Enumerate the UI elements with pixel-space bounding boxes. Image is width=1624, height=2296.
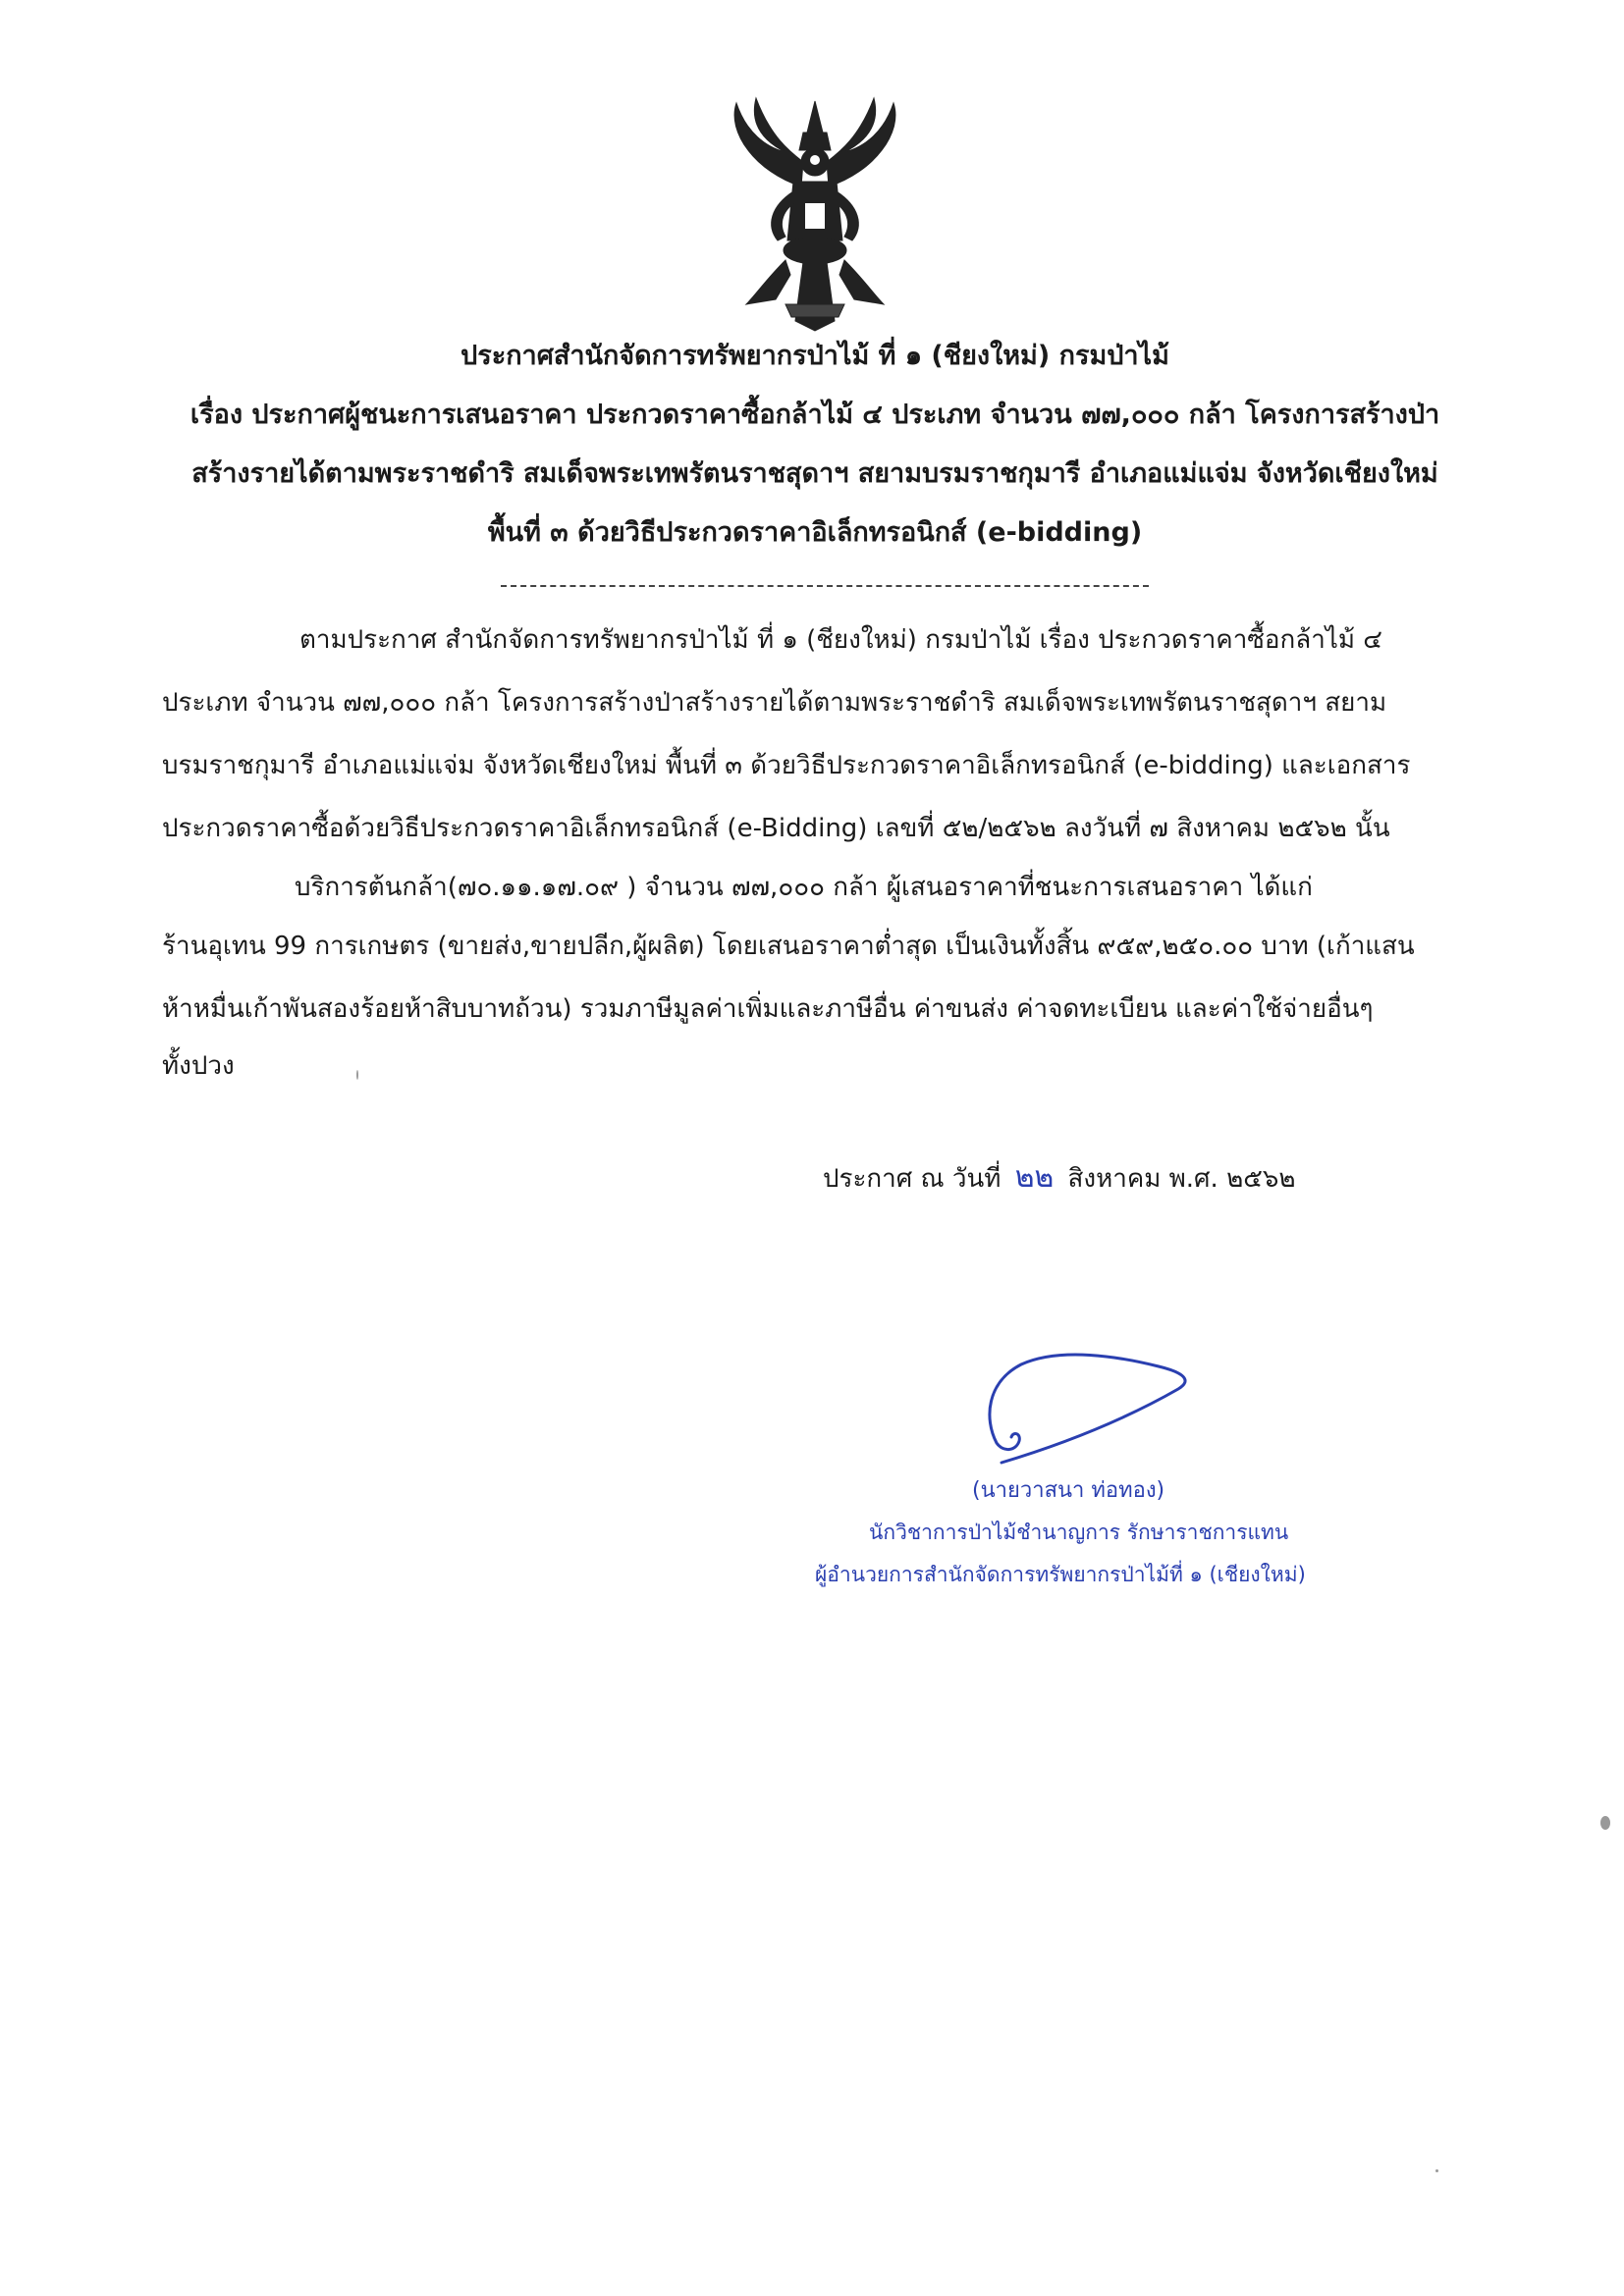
date-prefix: ประกาศ ณ วันที่ xyxy=(823,1164,1001,1194)
scan-speck xyxy=(1600,1816,1610,1830)
body-paragraph-1-line-2: ประเภท จำนวน ๗๗,๐๐๐ กล้า โครงการสร้างป่าสร้างรายได้ตามพระราชดำริ สมเด็จพระเทพรัตนราชสุดาฯ สยาม xyxy=(162,688,1387,718)
body-paragraph-1-line-4: ประกวดราคาซื้อด้วยวิธีประกวดราคาอิเล็กทรอนิกส์ (e-Bidding) เลขที่ ๕๒/๒๕๖๒ ลงวันที่ ๗ สิงหาคม ๒๕๖๒ นั้น xyxy=(162,814,1390,843)
signatory-name: (นายวาสนา ท่อทอง) xyxy=(972,1478,1165,1503)
signatory-position-1: นักวิชาการป่าไม้ชำนาญการ รักษาราชการแทน xyxy=(869,1521,1289,1544)
handwritten-signature-icon xyxy=(982,1335,1208,1472)
scan-speck xyxy=(1435,2169,1438,2172)
heading-divider xyxy=(501,585,1149,587)
announcement-subject-line-3: พื้นที่ ๓ ด้วยวิธีประกวดราคาอิเล็กทรอนิกส์ (e-bidding) xyxy=(487,517,1143,548)
body-paragraph-1-line-3: บรมราชกุมารี อำเภอแม่แจ่ม จังหวัดเชียงใหม่ พื้นที่ ๓ ด้วยวิธีประกวดราคาอิเล็กทรอนิกส์ (e-bidding) และเอกสาร xyxy=(162,751,1411,780)
body-paragraph-2-line-1: บริการต้นกล้า(๗๐.๑๑.๑๗.๐๙ ) จำนวน ๗๗,๐๐๐ กล้า ผู้เสนอราคาที่ชนะการเสนอราคา ได้แก่ xyxy=(295,873,1313,902)
body-paragraph-2-line-4: ทั้งปวง xyxy=(162,1051,235,1081)
announcement-date xyxy=(823,1158,1296,1199)
scan-speck xyxy=(356,1070,358,1080)
body-paragraph-2-line-3: ห้าหมื่นเก้าพันสองร้อยห้าสิบบาทถ้วน) รวมภาษีมูลค่าเพิ่มและภาษีอื่น ค่าขนส่ง ค่าจดทะเบียน และค่าใช้จ่ายอื่นๆ xyxy=(162,994,1374,1024)
signatory-position-2: ผู้อำนวยการสำนักจัดการทรัพยากรป่าไม้ที่ ๑ (เชียงใหม่) xyxy=(815,1563,1306,1586)
body-paragraph-2-line-2: ร้านอุเทน 99 การเกษตร (ขายส่ง,ขายปลีก,ผู้ผลิต) โดยเสนอราคาต่ำสุด เป็นเงินทั้งสิ้น ๙๕๙,๒๕๐.๐๐ บาท (เก้าแสน xyxy=(162,932,1415,961)
body-paragraph-1-line-1: ตามประกาศ สำนักจัดการทรัพยากรป่าไม้ ที่ ๑ (ชียงใหม่) กรมป่าไม้ เรื่อง ประกวดราคาซื้อกล้าไม้ ๔ xyxy=(299,625,1382,655)
garuda-emblem-icon xyxy=(717,93,913,334)
date-month-year: สิงหาคม พ.ศ. ๒๕๖๒ xyxy=(1067,1164,1296,1194)
announcement-subject-line-1: เรื่อง ประกาศผู้ชนะการเสนอราคา ประกวดราคาซื้อกล้าไม้ ๔ ประเภท จำนวน ๗๗,๐๐๐ กล้า โครงการสร้างป่า xyxy=(189,400,1440,430)
announcement-title: ประกาศสำนักจัดการทรัพยากรป่าไม้ ที่ ๑ (ชียงใหม่) กรมป่าไม้ xyxy=(460,341,1169,371)
date-day-handwritten: ๒๒ xyxy=(1014,1160,1055,1195)
announcement-subject-line-2: สร้างรายได้ตามพระราชดำริ สมเด็จพระเทพรัตนราชสุดาฯ สยามบรมราชกุมารี อำเภอแม่แจ่ม จังหวัดเชียงใหม่ xyxy=(191,458,1438,489)
